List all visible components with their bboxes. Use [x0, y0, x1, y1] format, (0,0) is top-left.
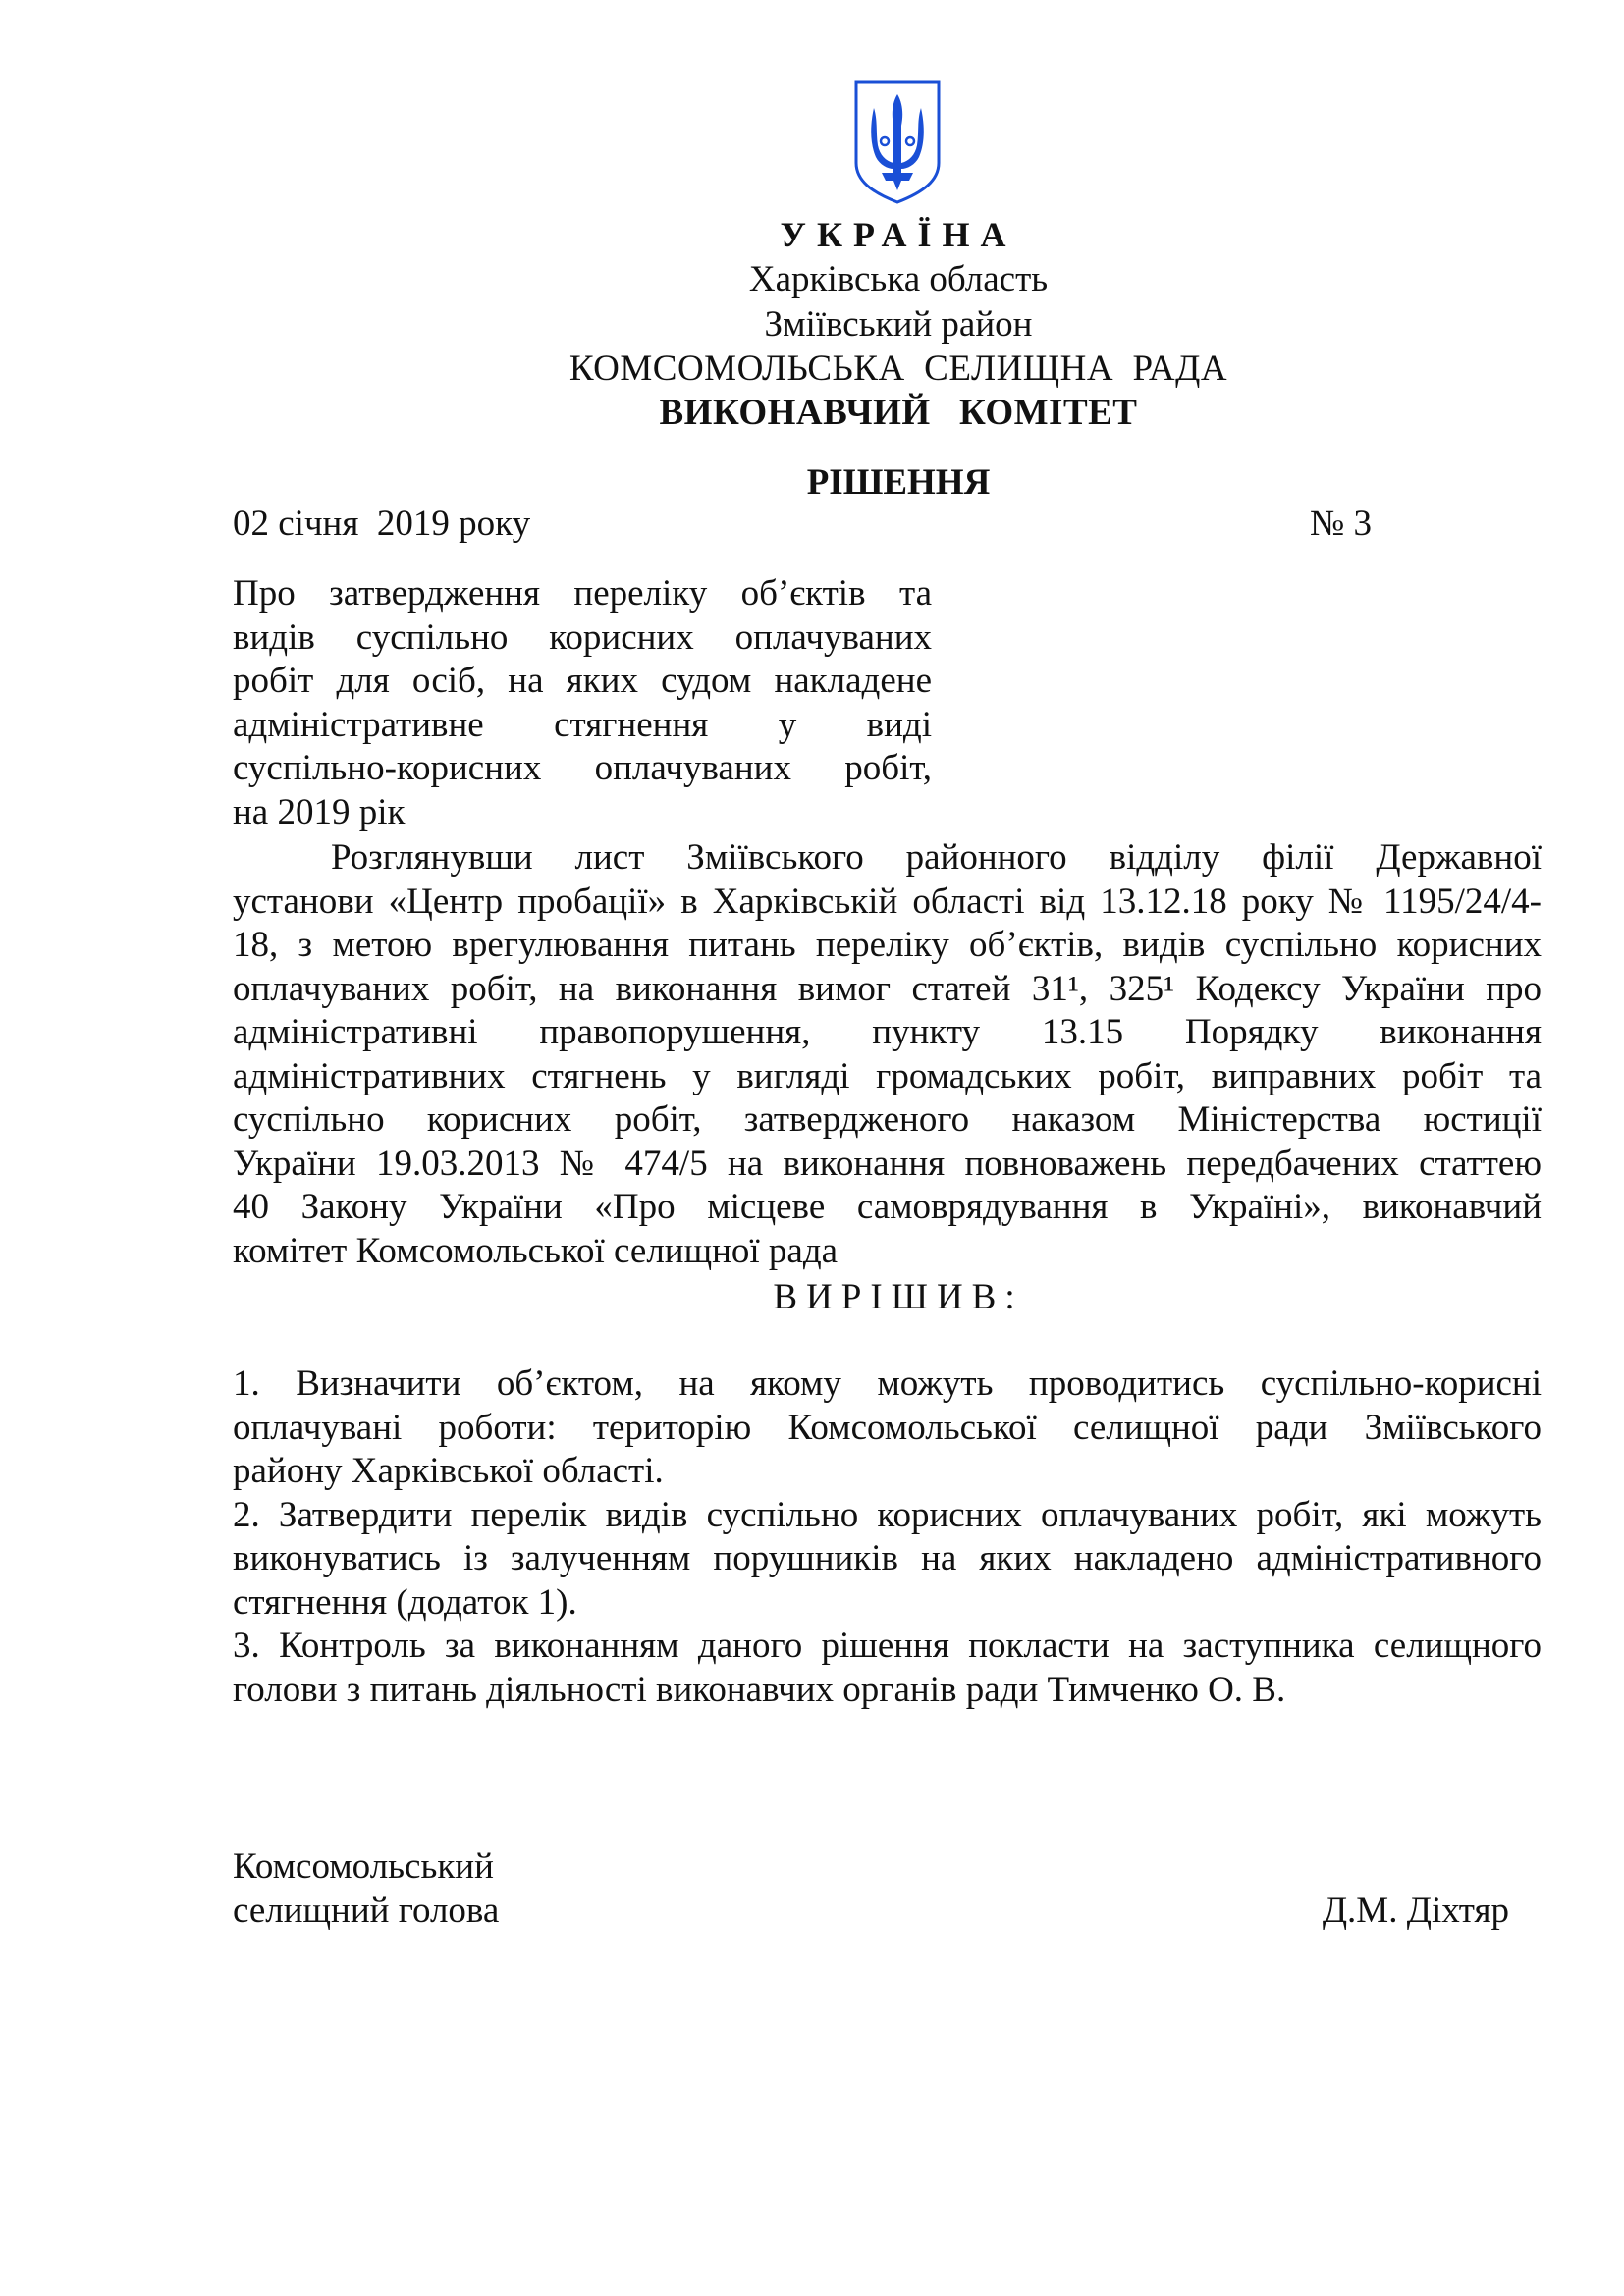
decision-item-line: виконуватись із залученням порушників на яких накладено адміністративного	[233, 1538, 1542, 1578]
subject-line: суспільно-корисних оплачуваних робіт,	[233, 748, 932, 788]
decision-item-line: стягнення (додаток 1).	[233, 1581, 577, 1623]
council-heading: КОМСОМОЛЬСЬКА СЕЛИЩНА РАДА	[568, 348, 1228, 389]
preamble-line: 40 Закону України «Про місцеве самоврядування в Україні», виконавчий	[233, 1187, 1542, 1227]
decision-items	[233, 1362, 1542, 1712]
document-date: 02 січня 2019 року	[233, 504, 531, 544]
document-title: РІШЕННЯ	[806, 462, 991, 503]
decision-item-line: голови з питань діяльності виконавчих органів ради Тимченко О. В.	[233, 1669, 1286, 1710]
preamble-line: оплачуваних робіт, на виконання вимог статей 31¹, 325¹ Кодексу України про	[233, 968, 1542, 1009]
preamble-line: 18, з метою врегулювання питань переліку об’єктів, видів суспільно корисних	[233, 925, 1542, 965]
decision-item-line: 3. Контроль за виконанням даного рішення покласти на заступника селищного	[233, 1626, 1542, 1666]
preamble-line: суспільно корисних робіт, затвердженого наказом Міністерства юстиції	[233, 1099, 1542, 1140]
preamble-line: Розглянувши лист Зміївського районного відділу філії Державної	[331, 837, 1542, 878]
decision-item-line: оплачувані роботи: територію Комсомольської селищної ради Зміївського	[233, 1407, 1542, 1448]
signatory-name: Д.М. Діхтяр	[1322, 1890, 1509, 1931]
preamble-line: комітет Комсомольської селищної рада	[233, 1230, 839, 1271]
subject-line: Про затвердження переліку об’єктів та	[233, 573, 932, 614]
preamble-line: України 19.03.2013 № 474/5 на виконання повноважень передбачених статтею	[233, 1143, 1542, 1184]
subject-line: робіт для осіб, на яких судом накладене	[233, 661, 932, 701]
subject-line: видів суспільно корисних оплачуваних	[233, 616, 932, 658]
trident-coat-of-arms-icon	[852, 79, 943, 206]
preamble-line: адміністративних стягнень у вигляді громадських робіт, виправних робіт та	[233, 1055, 1542, 1096]
document-subject	[233, 572, 932, 834]
preamble-paragraph	[233, 836, 1542, 1273]
document-number: № 3	[1309, 504, 1372, 544]
preamble-line: установи «Центр пробації» в Харківській області від 13.12.18 року № 1195/24/4-	[233, 881, 1542, 922]
subject-line: на 2019 рік	[233, 791, 406, 832]
decided-heading: ВИРІШИВ:	[773, 1277, 1024, 1317]
decision-item-line: 1. Визначити об’єктом, на якому можуть проводитись суспільно-корисні	[233, 1363, 1542, 1404]
preamble-line: адміністративні правопорушення, пункту 13.15 Порядку виконання	[233, 1012, 1542, 1052]
committee-heading: ВИКОНАВЧИЙ КОМІТЕТ	[659, 393, 1138, 433]
signatory-position-line1: Комсомольський	[233, 1846, 494, 1887]
document-meta-row	[233, 503, 1372, 546]
subject-line: адміністративне стягнення у виді	[233, 704, 932, 745]
signature-block	[233, 1845, 1509, 1933]
district-heading: Зміївський район	[764, 304, 1033, 345]
signatory-position-line2: селищний голова	[233, 1890, 500, 1931]
decision-item-line: району Харківської області.	[233, 1451, 664, 1491]
decision-item-line: 2. Затвердити перелік видів суспільно корисних оплачуваних робіт, які можуть	[233, 1494, 1542, 1535]
region-heading: Харківська область	[748, 259, 1049, 299]
country-heading: УКРАЇНА	[780, 215, 1017, 254]
